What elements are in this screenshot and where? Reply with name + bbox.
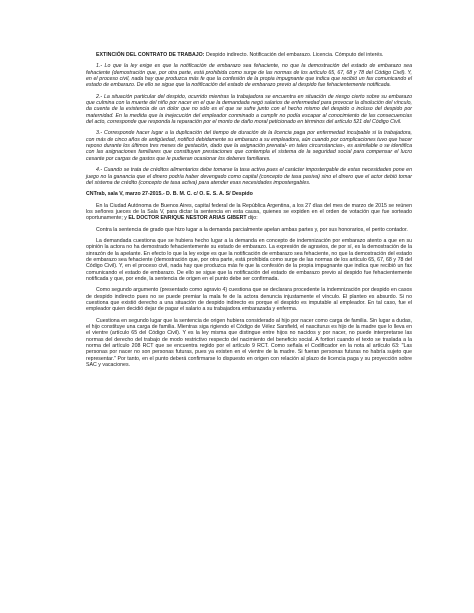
opening-end: dijo:	[246, 215, 258, 222]
summary-4: 4.- Cuando se trata de créditos alimentarios debe tomarse la tasa activa pues el carácter impostergable de estas necesidades pone en juego no la ganancia que el dinero podría haber devengado como capital (concepto de tasa pasiva) sino el dinero que el actor debió tomar del sistema de crédito (concepto de tasa activa) para atender esas necesidades impostergables.	[86, 167, 412, 186]
paragraph-contra: Contra la sentencia de grado que hizo lugar a la demanda parcialmente apelan ambas partes y, por sus honorarios, el perito contador.	[96, 226, 408, 233]
case-citation: CNTrab, sala V, marzo 27-2015.- D. B. M. C. c/ O. E. S. A. S/ Despido	[86, 191, 253, 198]
paragraph-demanda: La demandada cuestiona que se hubiera hecho lugar a la demanda en concepto de indemnización por embarazo atento a que en su opinión la actora no ha demostrado fehacientemente su estado de embarazo. La expresión de agravios, de por sí, es la demostración de la sinrazón de la apelante. En efecto lo que la ley exige es que la notificación de embarazo sea fehaciente, no que la demostración del estado de embarazo sea fehaciente (demostración que, por otra parte, está prohibida como surge de las normas de los artículo 65, 67, 68 y 78 del Código Civil). Y, en el proceso civil, nada hay que produzca más fe que la confesión de la propia impugnante que indica que recibió un fax comunicando el estado de embarazo. De ello se sigue que la notificación del estado de embarazo previo al despido fue fehacientemente notificada y que, por ende, la sentencia de origen en el punto debe ser confirmada.	[86, 237, 412, 282]
title-bold: EXTINCIÓN DEL CONTRATO DE TRABAJO:	[96, 52, 205, 58]
opening-text: En la Ciudad Autónoma de Buenos Aires, capital federal de la República Argentina, a los 27 días del mes de marzo de 2015 se reúnen los señores jueces de la Sala V, para dictar la sentencia en esta causa, quienes se expiden en el orden de votación que fue sorteado oportunamente; y	[86, 202, 412, 222]
summary-3: 3.- Corresponde hacer lugar a la duplicación del tiempo de duración de la licencia paga por enfermedad inculpable si la trabajadora, con más de cinco años de antigüedad, notificó debidamente su embarazo a su empleadora, aún cuando por complicaciones tuvo que hacer reposo durante los últimos tres meses de gestación, dado que la asignación prenatal- en tales circunstancias-, es asimilable o se identifica con las asignaciones familiares que constituyen prestaciones que contempla el sistema de la seguridad social para compensar el lucro cesante por cargas de gastos que le pudieran ocasionar los deberes familiares.	[86, 130, 412, 162]
summary-2: 2.- La situación particular del despido, ocurrido mientras la trabajadora se encuentra en situación de riesgo cierto sobre su embarazo que culmina con la muerte del niño por nacer en el que la demandada negó salarios de enfermedad para provocar la disolución del vínculo, da cuenta de la existencia de un dolor que no sólo es el que se sufre junto con el hecho mismo del despido o incluso del despido por maternidad. En la medida que la inejecución del empleador conminado a cumplir no podía escapar al conocimiento de las consecuencias del acto, corresponde que responda la reparación por el monto de daño moral peticionado en términos del artículo 521 del Código Civil.	[86, 93, 412, 126]
document-title	[86, 52, 412, 58]
title-rest: Despido indirecto. Notificación del embarazo. Licencia. Cómputo del interés.	[204, 52, 384, 58]
judge-name: EL DOCTOR ENRIQUE NESTOR ARIAS GIBERT	[128, 215, 247, 222]
summary-1: 1.- Lo que la ley exige es que la notificación de embarazo sea fehaciente, no que la demostración del estado de embarazo sea fehaciente (demostración que, por otra parte, está prohibida como surge de las normas de los artículo 65, 67, 68 y 78 del Código Civil). Y, en el proceso civil, nada hay que produzca más fe que la confesión de la propia impugnante que indica que recibió un fax comunicando el estado de embarazo. De ello se sigue que la notificación del estado de embarazo previo al despido fue fehacientemente notificada.	[86, 63, 412, 89]
opening-paragraph	[86, 203, 412, 222]
paragraph-segundo: Como segundo argumento (presentado como agravio 4) cuestiona que se declarara procedente la indemnización por despido en casos de despido indirecto pues no se puede premiar la mala fe de la actora denuncia injustamente el vínculo. El planteo es absurdo. Si no cuestiona que existió derecho a una situación de despido indirecto es porque el despido es imputable al empleador. En tal caso, fue el empleador quien decidió dejar de pagar el salario a su trabajadora embarazada y enferma.	[86, 287, 412, 313]
paragraph-cuestiona: Cuestiona en segundo lugar que la sentencia de origen hubiera considerado al hijo por nacer como carga de familia. Sin lugar a dudas, el hijo constituye una carga de familia. Mientras siga rigiendo el Código de Vélez Sarsfield, el nasciturus es hijo de la madre que lo lleva en el vientre (artículo 65 del Código Civil). Y es la ley misma que distingue entre hijos no nacidos y por nacer, no puede interpretarse las normas del derecho del trabajo de modo restrictivo respecto del nacimiento del beneficio social. A fortiori cuando el texto se traslada a la norma del artículo 208 RCT que se encuentra regido por el artículo 9 RCT. Como señala el Codificador en la nota al artículo 63: "Las personas por nacer no son personas futuras, pues ya existen en el vientre de la madre. Si fueran personas futuras no habría sujeto que representar." Por tanto, en el punto deberá confirmarse lo dispuesto en origen con relación al plazo de licencia paga y su proyección sobre SAC y vacaciones.	[86, 317, 412, 369]
document-page	[86, 52, 412, 373]
